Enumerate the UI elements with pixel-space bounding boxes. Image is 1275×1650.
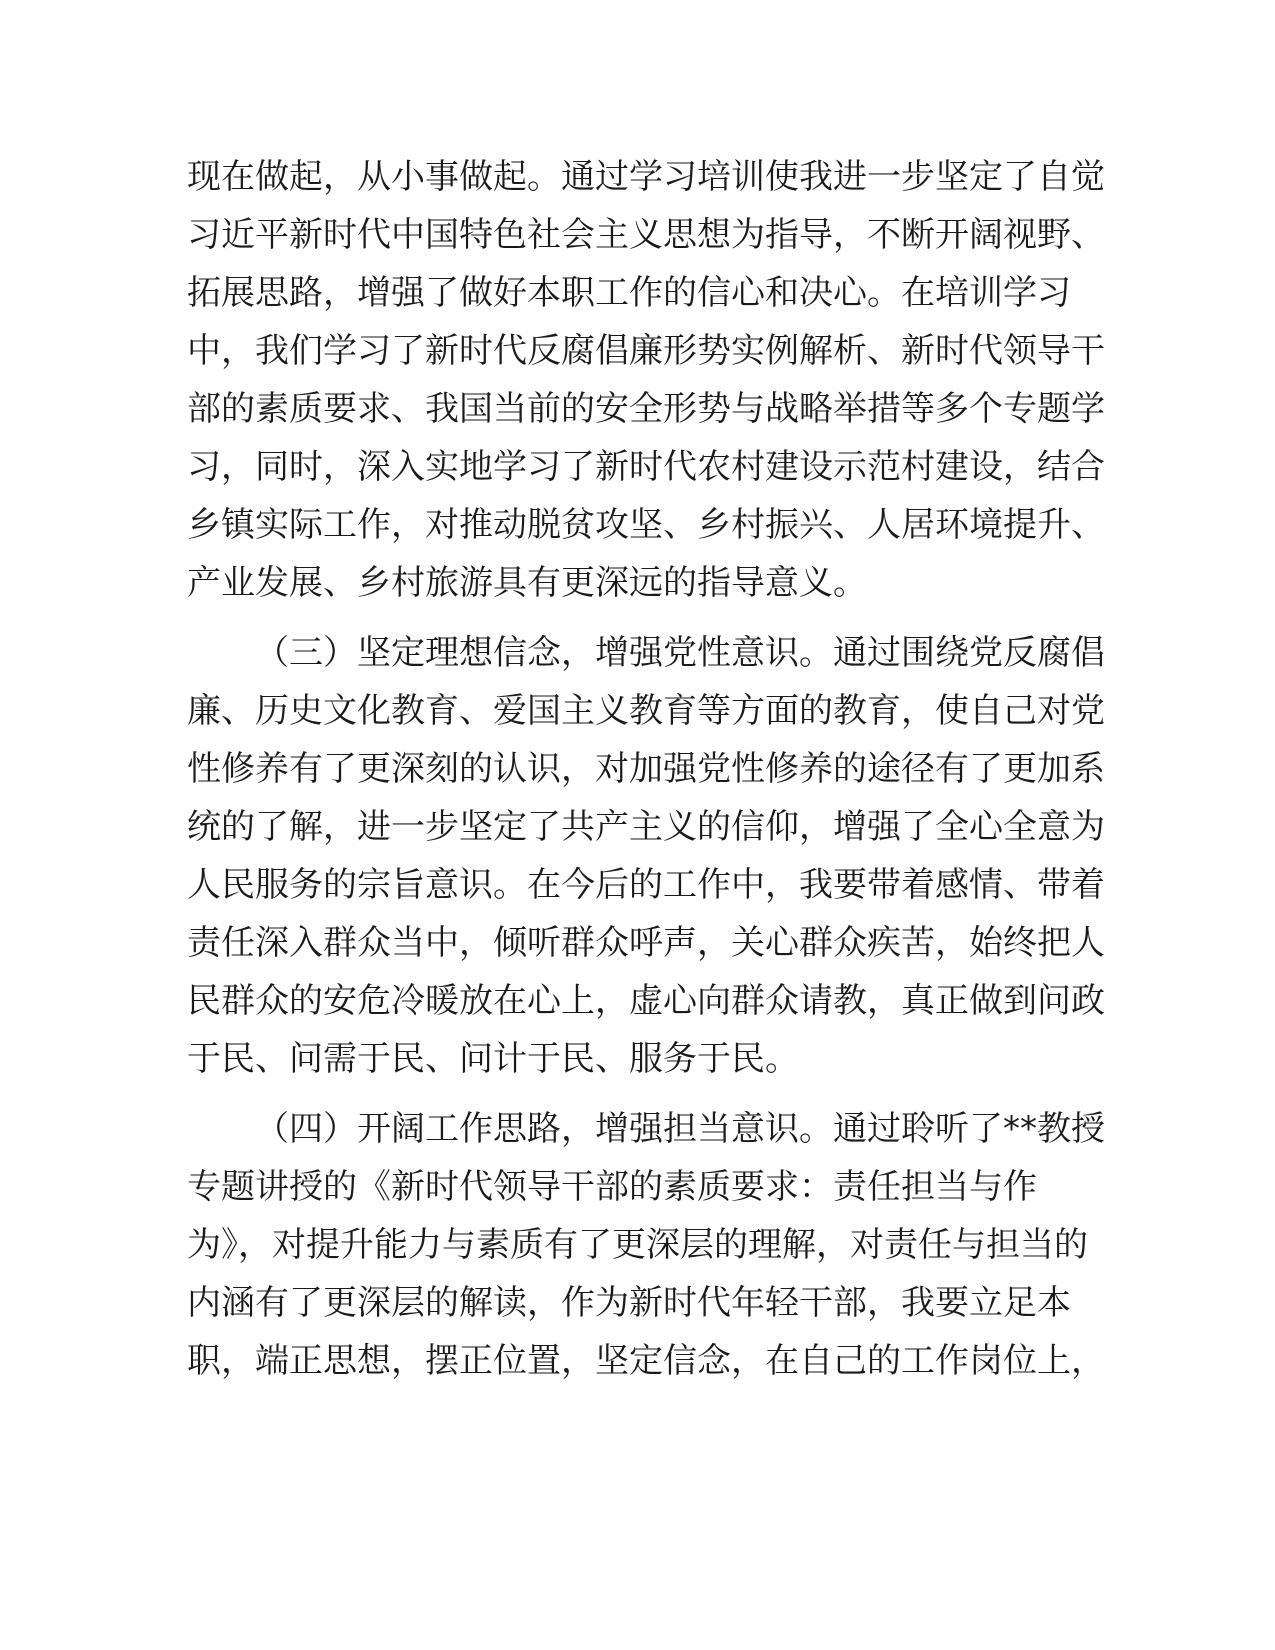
paragraph-section-four — [187, 1100, 1105, 1390]
text-line: 职，端正思想，摆正位置，坚定信念，在自己的工作岗位上， — [187, 1341, 1105, 1381]
paragraph-section-three — [187, 624, 1105, 1088]
text-line: （四）开阔工作思路，增强担当意识。通过聆听了**教授 — [255, 1109, 1105, 1149]
text-line: 统的了解，进一步坚定了共产主义的信仰，增强了全心全意为 — [187, 807, 1105, 847]
text-line: 性修养有了更深刻的认识，对加强党性修养的途径有了更加系 — [187, 749, 1105, 789]
text-line: 拓展思路，增强了做好本职工作的信心和决心。在培训学习 — [187, 273, 1071, 313]
text-line: 现在做起，从小事做起。通过学习培训使我进一步坚定了自觉 — [187, 157, 1105, 197]
text-line: 专题讲授的《新时代领导干部的素质要求：责任担当与作 — [187, 1167, 1037, 1207]
paragraph-spacer — [187, 1088, 1087, 1100]
text-line: 民群众的安危冷暖放在心上，虚心向群众请教，真正做到问政 — [187, 981, 1105, 1021]
text-line: 乡镇实际工作，对推动脱贫攻坚、乡村振兴、人居环境提升、 — [187, 505, 1105, 545]
text-line: 内涵有了更深层的解读，作为新时代年轻干部，我要立足本 — [187, 1283, 1071, 1323]
text-line: 责任深入群众当中，倾听群众呼声，关心群众疾苦，始终把人 — [187, 923, 1105, 963]
text-line: （三）坚定理想信念，增强党性意识。通过围绕党反腐倡 — [255, 633, 1105, 673]
text-line: 人民服务的宗旨意识。在今后的工作中，我要带着感情、带着 — [187, 865, 1105, 905]
text-line: 于民、问需于民、问计于民、服务于民。 — [187, 1039, 799, 1079]
text-line: 为》，对提升能力与素质有了更深层的理解，对责任与担当的 — [187, 1225, 1088, 1265]
text-line: 习近平新时代中国特色社会主义思想为指导，不断开阔视野、 — [187, 215, 1105, 255]
paragraph-training-continued — [187, 148, 1105, 612]
document-body — [187, 148, 1105, 1390]
text-line: 产业发展、乡村旅游具有更深远的指导意义。 — [187, 563, 867, 603]
paragraph-spacer — [187, 612, 1087, 624]
text-line: 廉、历史文化教育、爱国主义教育等方面的教育，使自己对党 — [187, 691, 1105, 731]
text-line: 习，同时，深入实地学习了新时代农村建设示范村建设，结合 — [187, 447, 1105, 487]
text-line: 中，我们学习了新时代反腐倡廉形势实例解析、新时代领导干 — [187, 331, 1105, 371]
text-line: 部的素质要求、我国当前的安全形势与战略举措等多个专题学 — [187, 389, 1105, 429]
